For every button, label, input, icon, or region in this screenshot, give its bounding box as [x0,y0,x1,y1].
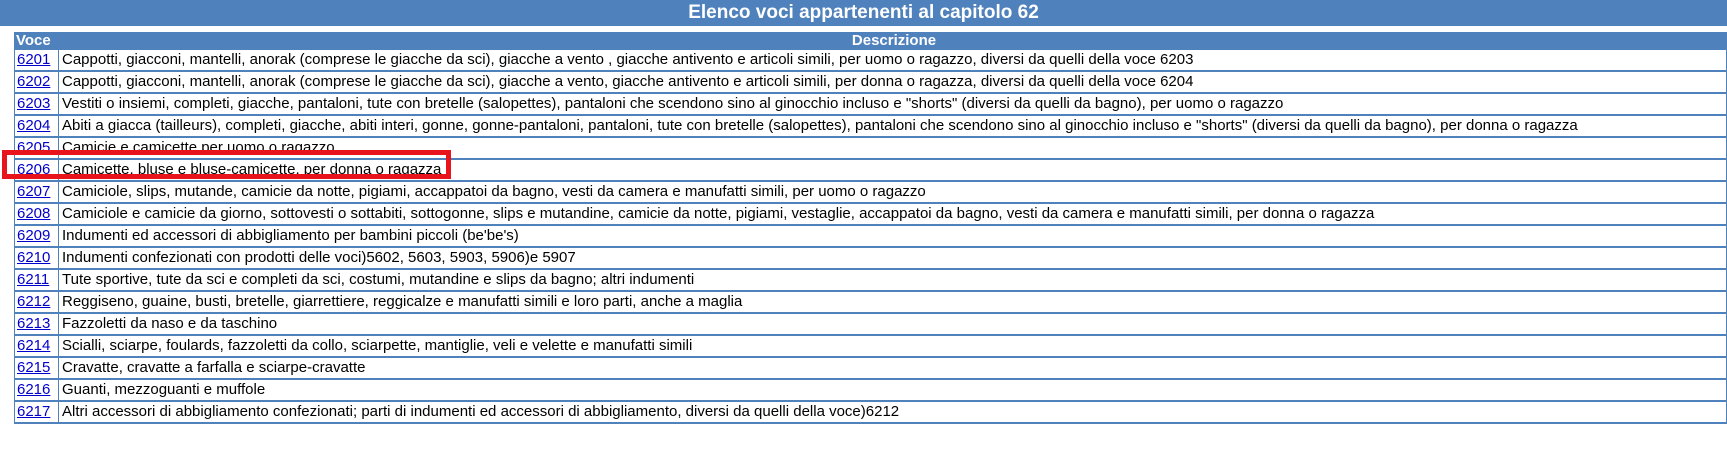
chapter-items-table [14,32,1727,424]
item-description: Indumenti confezionati con prodotti delle voci)5602, 5603, 5903, 5906)e 5907 [59,248,1727,270]
item-code-cell [14,248,59,270]
table-row [14,248,1727,270]
item-description: Vestiti o insiemi, completi, giacche, pantaloni, tute con bretelle (salopettes), pantaloni che scendono sino al ginocchio incluso e "shorts" (diversi da quelli da bagno), per uomo o ragazzo [59,94,1727,116]
item-description: Cravatte, cravatte a farfalla e sciarpe-cravatte [59,358,1727,380]
table-row [14,270,1727,292]
item-code-link[interactable]: 6205 [17,139,51,156]
table-row [14,292,1727,314]
item-code-link[interactable]: 6217 [17,403,51,420]
table-row [14,94,1727,116]
column-header-code: Voce [14,32,59,50]
item-code-link[interactable]: 6214 [17,337,51,354]
column-header-description: Descrizione [59,32,1727,50]
item-code-link[interactable]: 6216 [17,381,51,398]
item-code-link[interactable]: 6206 [17,161,51,178]
item-code-cell [14,72,59,94]
item-code-link[interactable]: 6215 [17,359,51,376]
item-code-link[interactable]: 6202 [17,73,51,90]
item-description: Altri accessori di abbigliamento confezionati; parti di indumenti ed accessori di abbigliamento, diversi da quelli della voce)6212 [59,402,1727,424]
item-code-link[interactable]: 6201 [17,51,51,68]
item-code-link[interactable]: 6209 [17,227,51,244]
table-row [14,116,1727,138]
item-code-cell [14,336,59,358]
item-description: Camicette, bluse e bluse-camicette, per donna o ragazza [59,160,1727,182]
table-row [14,336,1727,358]
item-description: Camicie e camicette per uomo o ragazzo [59,138,1727,160]
table-row [14,50,1727,72]
table-row [14,226,1727,248]
item-code-cell [14,358,59,380]
item-code-cell [14,94,59,116]
table-row [14,358,1727,380]
item-code-cell [14,270,59,292]
table-row [14,160,1727,182]
item-description: Cappotti, giacconi, mantelli, anorak (comprese le giacche da sci), giacche a vento , giacche antivento e articoli simili, per uomo o ragazzo, diversi da quelli della voce 6203 [59,50,1727,72]
item-code-cell [14,160,59,182]
item-code-cell [14,314,59,336]
table-header [14,32,1727,50]
table-row [14,204,1727,226]
item-description: Cappotti, giacconi, mantelli, anorak (comprese le giacche da sci), giacche a vento, giacche antivento e articoli simili, per donna o ragazza, diversi da quelli della voce 6204 [59,72,1727,94]
item-description: Camiciole e camicie da giorno, sottovesti o sottabiti, sottogonne, slips e mutandine, camicie da notte, pigiami, vestaglie, accappatoi da bagno, vesti da camera e manufatti simili, per donna o ragazza [59,204,1727,226]
item-code-cell [14,138,59,160]
item-code-cell [14,116,59,138]
table-header-row [14,32,1727,50]
table-body [14,50,1727,424]
table-row [14,314,1727,336]
item-description: Fazzoletti da naso e da taschino [59,314,1727,336]
table-row [14,182,1727,204]
item-code-link[interactable]: 6204 [17,117,51,134]
item-code-link[interactable]: 6212 [17,293,51,310]
table-row [14,402,1727,424]
chapter-items-table-container [14,32,1727,451]
item-code-link[interactable]: 6207 [17,183,51,200]
item-code-cell [14,204,59,226]
item-code-cell [14,50,59,72]
item-code-link[interactable]: 6208 [17,205,51,222]
page-title: Elenco voci appartenenti al capitolo 62 [0,0,1727,26]
item-description: Scialli, sciarpe, foulards, fazzoletti da collo, sciarpette, mantiglie, veli e velette e manufatti simili [59,336,1727,358]
item-description: Abiti a giacca (tailleurs), completi, giacche, abiti interi, gonne, gonne-pantaloni, pantaloni, tute con bretelle (salopettes), pantaloni che scendono sino al ginocchio incluso e "shorts" (diversi da quelli da bagno), per donna o ragazza [59,116,1727,138]
item-code-link[interactable]: 6211 [17,271,50,288]
table-row [14,380,1727,402]
item-description: Reggiseno, guaine, busti, bretelle, giarrettiere, reggicalze e manufatti simili e loro parti, anche a maglia [59,292,1727,314]
item-code-cell [14,226,59,248]
item-description: Guanti, mezzoguanti e muffole [59,380,1727,402]
item-code-cell [14,182,59,204]
item-description: Tute sportive, tute da sci e completi da sci, costumi, mutandine e slips da bagno; altri indumenti [59,270,1727,292]
item-code-link[interactable]: 6210 [17,249,51,266]
item-code-cell [14,380,59,402]
item-code-cell [14,292,59,314]
item-description: Camiciole, slips, mutande, camicie da notte, pigiami, accappatoi da bagno, vesti da camera e manufatti simili, per uomo o ragazzo [59,182,1727,204]
item-code-link[interactable]: 6213 [17,315,51,332]
table-row [14,138,1727,160]
table-row [14,72,1727,94]
item-description: Indumenti ed accessori di abbigliamento per bambini piccoli (be'be's) [59,226,1727,248]
item-code-cell [14,402,59,424]
item-code-link[interactable]: 6203 [17,95,51,112]
